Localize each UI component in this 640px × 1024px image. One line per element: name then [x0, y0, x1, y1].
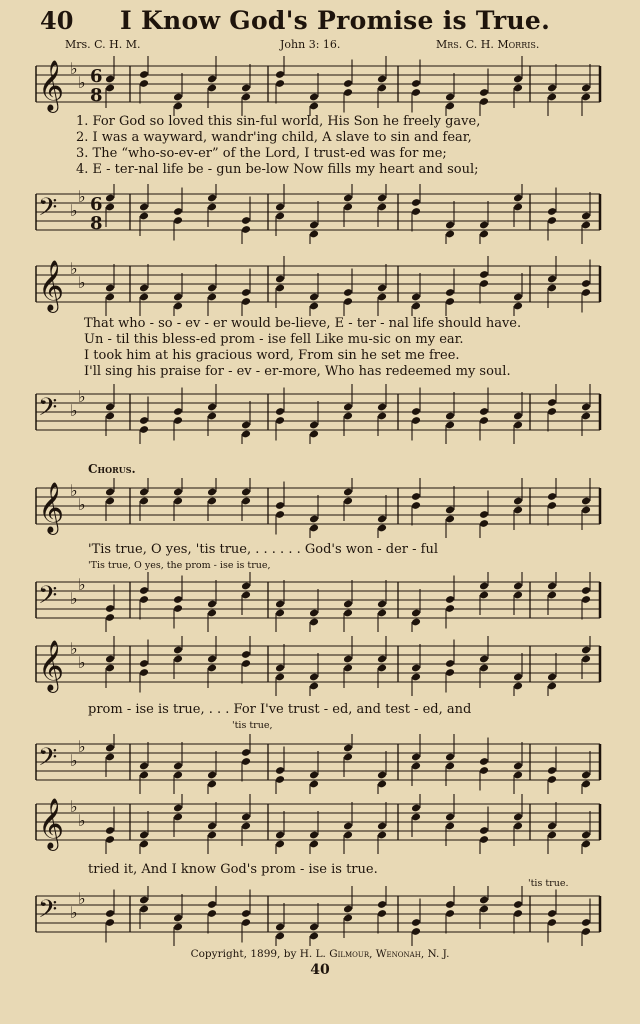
- note-chord: [547, 890, 557, 943]
- note-chord: [105, 56, 115, 108]
- system-2-treble-staff: [0, 256, 640, 316]
- note-chord: [139, 640, 149, 693]
- note-chord: [581, 478, 591, 530]
- note-chord: [377, 384, 387, 436]
- chorus-3-treble-staff: [0, 794, 640, 854]
- chorus-3-bass-staff: [0, 886, 640, 946]
- flat-icon: ♭: [78, 495, 86, 514]
- words-author: Mrs. C. H. M.: [65, 38, 141, 51]
- flat-icon: ♭: [78, 737, 86, 756]
- flat-icon: ♭: [70, 201, 78, 220]
- note-chord: [411, 60, 421, 113]
- note-chord: [207, 384, 217, 436]
- note-chord: [377, 886, 387, 934]
- note-chord: [377, 802, 387, 854]
- treble-clef-icon: 𝄞: [38, 260, 65, 311]
- flat-icon: ♭: [70, 401, 78, 420]
- note-chord: [479, 807, 489, 855]
- note-chord: [275, 256, 285, 308]
- note-chord: [445, 201, 455, 244]
- note-chord: [173, 73, 183, 116]
- flat-icon: ♭: [70, 481, 78, 500]
- note-chord: [377, 580, 387, 632]
- note-chord: [547, 478, 557, 526]
- chorus-line-1: 'Tis true, O yes, 'tis true, . . . . . . God's won - der - ful: [88, 542, 438, 557]
- note-chord: [513, 392, 523, 444]
- verse-4-line-1: 4. E - ter-nal life be - gun be-low Now fills my heart and soul;: [76, 162, 479, 177]
- treble-clef-icon: 𝄞: [38, 640, 65, 691]
- note-chord: [275, 56, 285, 104]
- verse-4-line-2: I'll sing his praise for - ev - er-more, Who has redeemed my soul.: [84, 364, 511, 379]
- note-chord: [241, 269, 251, 317]
- note-chord: [105, 890, 115, 943]
- flat-icon: ♭: [78, 73, 86, 92]
- note-chord: [411, 734, 421, 786]
- note-chord: [445, 886, 455, 934]
- chorus-2-bass-staff: [0, 734, 640, 794]
- note-chord: [139, 742, 149, 794]
- note-chord: [411, 478, 421, 526]
- chorus-line-1-echo: 'Tis true, O yes, the prom - ise is true,: [88, 560, 271, 571]
- note-chord: [411, 899, 421, 947]
- flat-icon: ♭: [70, 259, 78, 278]
- verse-2-line-2: Un - til this bless-ed prom - ise fell Like mu-sic on my ear.: [84, 332, 464, 347]
- note-chord: [207, 264, 217, 316]
- verse-3-line-1: 3. The “who-so-ev-er” of the Lord, I trust-ed was for me;: [76, 146, 447, 161]
- time-signature-top: 6: [90, 66, 103, 87]
- note-chord: [377, 751, 387, 794]
- note-chord: [309, 811, 319, 854]
- copyright-prefix: Copyright, 1899, by: [190, 948, 297, 960]
- note-chord: [411, 589, 421, 632]
- note-chord: [343, 636, 353, 688]
- verse-1-line-2: That who - so - ev - er would be-lieve, E - ter - nal life should have.: [84, 316, 522, 331]
- flat-icon: ♭: [78, 889, 86, 908]
- note-chord: [343, 802, 353, 854]
- note-chord: [309, 653, 319, 696]
- note-chord: [139, 56, 149, 104]
- time-signature-top: 6: [90, 194, 103, 215]
- note-chord: [105, 384, 115, 436]
- note-chord: [547, 747, 557, 795]
- note-chord: [275, 580, 285, 632]
- flat-icon: ♭: [70, 751, 78, 770]
- note-chord: [207, 580, 217, 632]
- note-chord: [207, 802, 217, 854]
- chorus-2-treble-staff: [0, 636, 640, 696]
- note-chord: [581, 64, 591, 116]
- copyright-notice: [0, 948, 640, 960]
- note-chord: [343, 886, 353, 938]
- note-chord: [241, 401, 251, 444]
- note-chord: [547, 64, 557, 116]
- verse-1-line-1: 1. For God so loved this sin-ful world, His Son he freely gave,: [76, 114, 481, 129]
- note-chord: [275, 644, 285, 696]
- note-chord: [343, 269, 353, 317]
- note-chord: [173, 576, 183, 629]
- note-chord: [581, 751, 591, 794]
- note-chord: [207, 56, 217, 108]
- note-chord: [479, 69, 489, 117]
- chorus-label: Chorus.: [88, 462, 136, 476]
- chorus-line-2: prom - ise is true, . . . For I've trust - ed, and test - ed, and: [88, 702, 472, 717]
- note-chord: [479, 491, 489, 539]
- note-chord: [513, 56, 523, 108]
- time-signature-bottom: 8: [90, 213, 103, 234]
- note-chord: [207, 636, 217, 688]
- flat-icon: ♭: [78, 387, 86, 406]
- flat-icon: ♭: [70, 903, 78, 922]
- note-chord: [241, 734, 251, 782]
- chorus-line-3: tried it, And I know God's prom - ise is true.: [88, 862, 378, 877]
- note-chord: [513, 478, 523, 530]
- note-chord: [377, 264, 387, 316]
- note-chord: [105, 636, 115, 688]
- note-chord: [241, 64, 251, 116]
- hymn-title: I Know God's Promise is True.: [120, 6, 551, 35]
- note-chord: [547, 384, 557, 432]
- note-chord: [445, 73, 455, 116]
- flat-icon: ♭: [70, 797, 78, 816]
- flat-icon: ♭: [78, 575, 86, 594]
- note-chord: [309, 201, 319, 244]
- verse-2-line-1: 2. I was a wayward, wandr'ing child, A slave to sin and fear,: [76, 130, 472, 145]
- note-chord: [377, 56, 387, 108]
- system-1-treble-staff: [0, 56, 640, 116]
- copyright-holder: H. L. Gilmour, Wenonah, N. J.: [299, 948, 450, 960]
- note-chord: [479, 201, 489, 244]
- note-chord: [479, 738, 489, 791]
- note-chord: [275, 747, 285, 795]
- note-chord: [275, 184, 285, 236]
- note-chord: [411, 184, 421, 232]
- note-chord: [309, 401, 319, 444]
- note-chord: [275, 482, 285, 535]
- bass-clef-icon: 𝄢: [38, 581, 58, 616]
- note-chord: [139, 184, 149, 236]
- note-chord: [139, 397, 149, 445]
- note-chord: [411, 273, 421, 316]
- note-chord: [173, 388, 183, 441]
- note-chord: [581, 811, 591, 854]
- note-chord: [547, 256, 557, 308]
- note-chord: [411, 388, 421, 441]
- note-chord: [377, 495, 387, 538]
- footer-page-number: 40: [310, 962, 330, 978]
- credits-line: [0, 38, 640, 54]
- note-chord: [173, 273, 183, 316]
- note-chord: [547, 188, 557, 241]
- note-chord: [105, 264, 115, 316]
- note-chord: [581, 899, 591, 947]
- treble-clef-icon: 𝄞: [38, 798, 65, 849]
- note-chord: [513, 742, 523, 794]
- note-chord: [581, 192, 591, 244]
- note-chord: [241, 636, 251, 684]
- note-chord: [275, 388, 285, 441]
- note-chord: [343, 580, 353, 632]
- note-chord: [513, 886, 523, 934]
- flat-icon: ♭: [78, 273, 86, 292]
- note-chord: [445, 392, 455, 444]
- note-chord: [241, 890, 251, 943]
- note-chord: [343, 60, 353, 113]
- verse-3-line-2: I took him at his gracious word, From sin he set me free.: [84, 348, 460, 363]
- chorus-1-treble-staff: [0, 478, 640, 538]
- treble-clef-icon: 𝄞: [38, 60, 65, 111]
- note-chord: [547, 802, 557, 854]
- note-chord: [513, 273, 523, 316]
- scripture-reference: John 3: 16.: [280, 38, 341, 51]
- note-chord: [377, 636, 387, 688]
- system-1-bass-staff: [0, 184, 640, 244]
- note-chord: [173, 188, 183, 241]
- note-chord: [445, 640, 455, 693]
- flat-icon: ♭: [70, 59, 78, 78]
- note-chord: [547, 653, 557, 696]
- bass-clef-icon: 𝄢: [38, 895, 58, 930]
- note-chord: [173, 894, 183, 946]
- bass-clef-icon: 𝄢: [38, 193, 58, 228]
- note-chord: [581, 572, 591, 620]
- note-chord: [241, 794, 251, 846]
- note-chord: [445, 576, 455, 629]
- note-chord: [445, 486, 455, 538]
- note-chord: [309, 495, 319, 538]
- note-chord: [513, 653, 523, 696]
- flat-icon: ♭: [70, 589, 78, 608]
- note-chord: [139, 264, 149, 316]
- time-signature-bottom: 8: [90, 85, 103, 106]
- note-chord: [309, 903, 319, 946]
- note-chord: [479, 636, 489, 688]
- bass-clef-icon: 𝄢: [38, 393, 58, 428]
- note-chord: [309, 589, 319, 632]
- note-chord: [309, 273, 319, 316]
- note-chord: [207, 886, 217, 934]
- note-chord: [139, 572, 149, 620]
- chorus-1-bass-staff: [0, 572, 640, 632]
- note-chord: [445, 269, 455, 317]
- note-chord: [275, 811, 285, 854]
- system-2-bass-staff: [0, 384, 640, 444]
- note-chord: [309, 751, 319, 794]
- note-chord: [445, 734, 455, 786]
- note-chord: [479, 388, 489, 441]
- note-chord: [479, 256, 489, 304]
- note-chord: [343, 384, 353, 436]
- note-chord: [241, 197, 251, 245]
- chorus-line-3-echo: 'tis true.: [528, 878, 569, 889]
- chorus-line-2-echo: 'tis true,: [232, 720, 273, 731]
- page-number: 40: [40, 6, 74, 35]
- note-chord: [309, 73, 319, 116]
- note-chord: [207, 751, 217, 794]
- flat-icon: ♭: [70, 639, 78, 658]
- note-chord: [581, 384, 591, 436]
- music-composer: Mrs. C. H. Morris.: [436, 38, 540, 51]
- note-chord: [411, 644, 421, 696]
- treble-clef-icon: 𝄞: [38, 482, 65, 533]
- note-chord: [105, 585, 115, 633]
- note-chord: [139, 811, 149, 854]
- note-chord: [105, 807, 115, 855]
- flat-icon: ♭: [78, 187, 86, 206]
- note-chord: [173, 742, 183, 794]
- note-chord: [445, 794, 455, 846]
- flat-icon: ♭: [78, 811, 86, 830]
- bass-clef-icon: 𝄢: [38, 743, 58, 778]
- note-chord: [581, 260, 591, 313]
- flat-icon: ♭: [78, 653, 86, 672]
- note-chord: [275, 903, 285, 946]
- note-chord: [513, 794, 523, 846]
- page-header: [0, 4, 640, 38]
